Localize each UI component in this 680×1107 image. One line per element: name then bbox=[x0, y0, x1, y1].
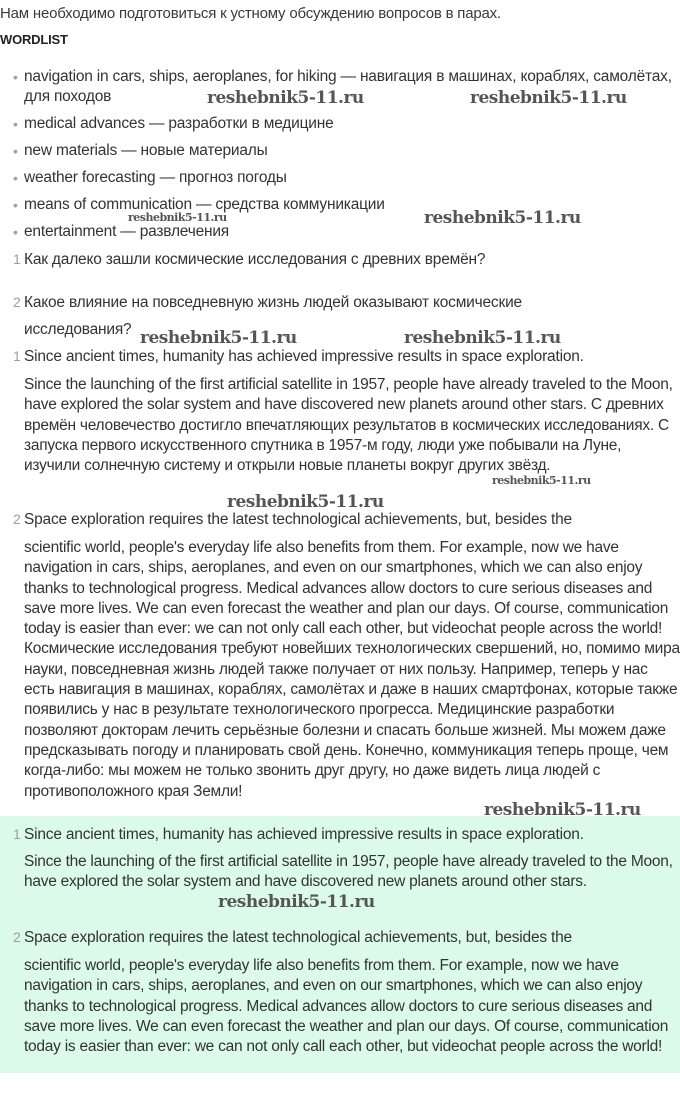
watermark: reshebnik5-11.ru bbox=[227, 492, 384, 512]
answer-lead bbox=[0, 342, 680, 371]
watermark: reshebnik5-11.ru bbox=[492, 474, 591, 487]
wordlist-title: WORDLIST bbox=[0, 32, 68, 47]
watermark: reshebnik5-11.ru bbox=[218, 892, 375, 912]
wordlist-item: • new materials — новые материалы bbox=[13, 142, 268, 159]
bullet-icon: • bbox=[13, 143, 18, 159]
question-item bbox=[0, 245, 680, 274]
answer-number: 1 bbox=[13, 348, 21, 364]
watermark: reshebnik5-11.ru bbox=[404, 328, 561, 348]
bullet-icon: • bbox=[13, 224, 18, 240]
question-item bbox=[0, 316, 680, 344]
intro-text: Нам необходимо подготовиться к устному обсуждению вопросов в парах. bbox=[0, 5, 501, 22]
wordlist-item: • entertainment — развлечения bbox=[13, 223, 230, 240]
watermark: reshebnik5-11.ru bbox=[484, 800, 641, 820]
wordlist-item: • weather forecasting — прогноз погоды bbox=[13, 169, 287, 186]
answer-number: 2 bbox=[13, 511, 21, 527]
answer-body: Since the launching of the first artificial satellite in 1957, people have already traveled to the Moon, have explored the solar system and have discovered new planets around other stars. С древних времён человечество достигло впечатляющих результатов в космических исследованиях. С запуска первого искусственного спутника в 1957-м году, люди уже побывали на Луне, изучили солнечную систему и открыли новые планеты вокруг других звёзд. bbox=[24, 376, 673, 475]
watermark: reshebnik5-11.ru bbox=[207, 88, 364, 108]
answer-number: 2 bbox=[13, 929, 21, 945]
highlighted-answer-lead bbox=[0, 820, 680, 849]
question-item bbox=[0, 288, 680, 317]
question-text: Как далеко зашли космические исследования с древних времён? bbox=[24, 251, 486, 268]
answer-body: scientific world, people's everyday life also benefits from them. For example, now we have navigation in cars, ships, aeroplanes, and even on our smartphones, which we can also enjoy thanks to technological progress. Medical advances allow doctors to cure serious diseases and save more lives. We can even forecast the weather and plan our days. Of course, communication today is easier than ever: we can not only call each other, but videochat people across the world! Космические исследования требуют новейших технологических свершений, но, помимо мира науки, повседневная жизнь людей также получает от них пользу. Например, теперь у нас есть навигация в машинах, кораблях, самолётах и даже в наших смартфонах, которые также появились у нас в результате технологического прогресса. Медицинские разработки позволяют докторам лечить серьёзные болезни и спасать больше жизней. Мы можем даже предсказывать погоду и планировать свой день. Конечно, коммуникация теперь проще, чем когда-либо: мы можем не только звонить друг другу, но даже видеть лица людей с противоположного края Земли! bbox=[24, 539, 680, 800]
wordlist-item: • means of communication — средства коммуникации bbox=[13, 196, 385, 213]
watermark: reshebnik5-11.ru bbox=[128, 211, 227, 224]
question-number: 2 bbox=[13, 294, 21, 310]
wordlist-item: • medical advances — разработки в медицине bbox=[13, 115, 334, 132]
answer-number: 1 bbox=[13, 826, 21, 842]
watermark: reshebnik5-11.ru bbox=[140, 328, 297, 348]
bullet-icon: • bbox=[13, 116, 18, 132]
answer-lead-text: Since ancient times, humanity has achieved impressive results in space exploration. bbox=[24, 826, 584, 843]
highlighted-answer-body: scientific world, people's everyday life also benefits from them. For example, now we have navigation in cars, ships, aeroplanes, and even on our smartphones, which we can also enjoy thanks to technological progress. Medical advances allow doctors to cure serious diseases and save more lives. We can even forecast the weather and plan our days. Of course, communication today is easier than ever: we can not only call each other, but videochat people across the world! bbox=[24, 957, 669, 1056]
answer-lead-text: Space exploration requires the latest technological achievements, but, besides the bbox=[24, 929, 572, 946]
wordlist-item: • navigation in cars, ships, aeroplanes, for hiking — навигация в машинах, кораблях, самолётах, для походов bbox=[13, 68, 672, 105]
highlighted-answer-lead bbox=[0, 923, 680, 952]
question-number: 1 bbox=[13, 251, 21, 267]
answer-lead-text: Space exploration requires the latest technological achievements, but, besides the bbox=[24, 511, 572, 528]
watermark: reshebnik5-11.ru bbox=[424, 208, 581, 228]
answer-lead-text: Since ancient times, humanity has achieved impressive results in space exploration. bbox=[24, 348, 584, 365]
watermark: reshebnik5-11.ru bbox=[470, 88, 627, 108]
bullet-icon: • bbox=[13, 197, 18, 213]
question-text: исследования? bbox=[24, 321, 132, 338]
bullet-icon: • bbox=[13, 69, 18, 85]
question-text: Какое влияние на повседневную жизнь людей оказывают космические bbox=[24, 294, 522, 311]
bullet-icon: • bbox=[13, 170, 18, 186]
highlighted-answer-body: Since the launching of the first artificial satellite in 1957, people have already traveled to the Moon, have explored the solar system and have discovered new planets around other stars. bbox=[24, 853, 673, 891]
